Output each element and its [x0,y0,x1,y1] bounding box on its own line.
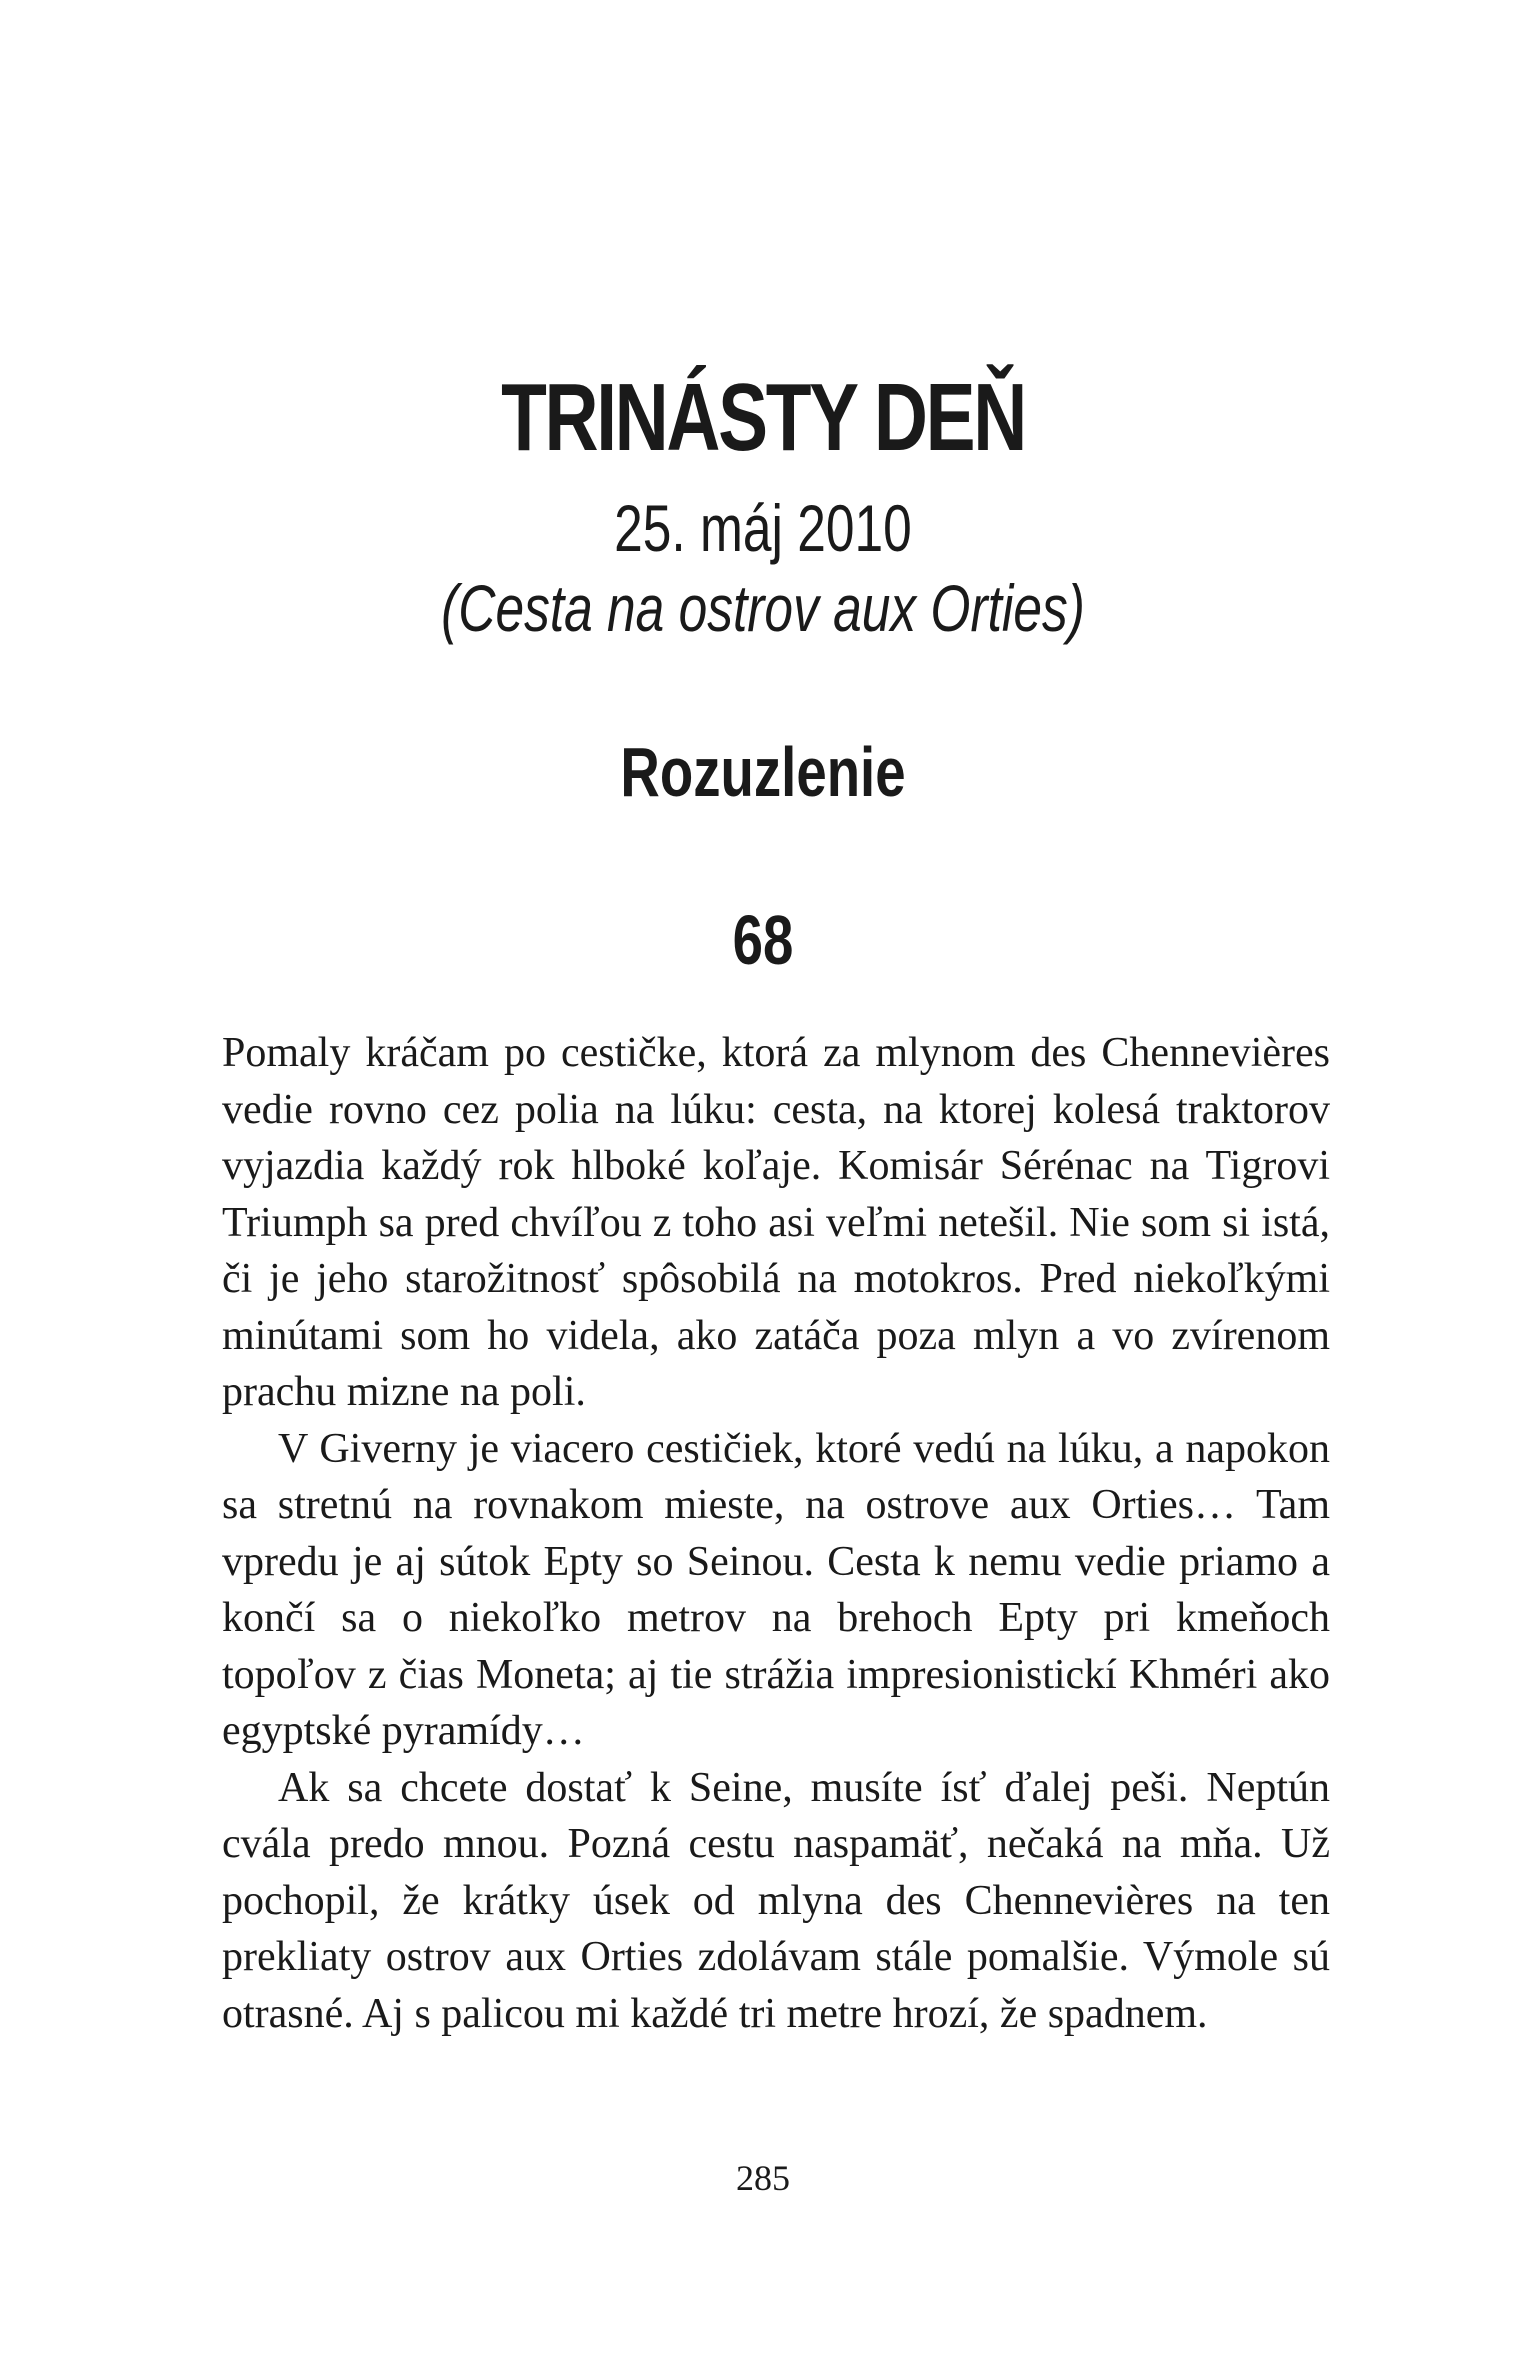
section-title: Rozuzlenie [620,733,906,811]
section-number: 68 [732,901,794,979]
chapter-subtitle: (Cesta na ostrov aux Orties) [441,571,1085,645]
paragraph: Pomaly kráčam po cestičke, ktorá za mlynom des Chennevières vedie rovno cez polia na lúku: cesta, na ktorej kolesá traktorov vyjazdia každý rok hlboké koľaje. Komisár Sérénac na Tigrovi Triumph sa pred chvíľou z toho asi veľmi netešil. Nie som si istá, či je jeho starožitnosť spôsobilá na motokros. Pred niekoľkými minútami som ho videla, ako zatáča poza mlyn a vo zvírenom prachu mizne na poli. [222,1030,1330,1415]
chapter-title: TRINÁSTY DEŇ [501,364,1025,471]
chapter-date: 25. máj 2010 [614,491,912,565]
paragraph: V Giverny je viacero cestičiek, ktoré vedú na lúku, a napokon sa stretnú na rovnakom mieste, na ostrove aux Orties… Tam vpredu je aj sútok Epty so Seinou. Cesta k nemu vedie priamo a končí sa o niekoľko metrov na brehoch Epty pri kmeňoch topoľov z čias Moneta; aj tie strážia impresionistickí Khméri ako egyptské pyramídy… [222,1425,1330,1754]
paragraph: Ak sa chcete dostať k Seine, musíte ísť ďalej peši. Neptún cvála predo mnou. Pozná cestu naspamäť, nečaká na mňa. Už pochopil, že krátky úsek od mlyna des Chennevières na ten prekliaty ostrov aux Orties zdolávam stále pomalšie. Výmole sú otrasné. Aj s palicou mi každé tri metre hrozí, že spadnem. [222,1764,1330,2037]
body-text [222,1025,1330,2042]
page-number: 285 [736,2158,790,2198]
